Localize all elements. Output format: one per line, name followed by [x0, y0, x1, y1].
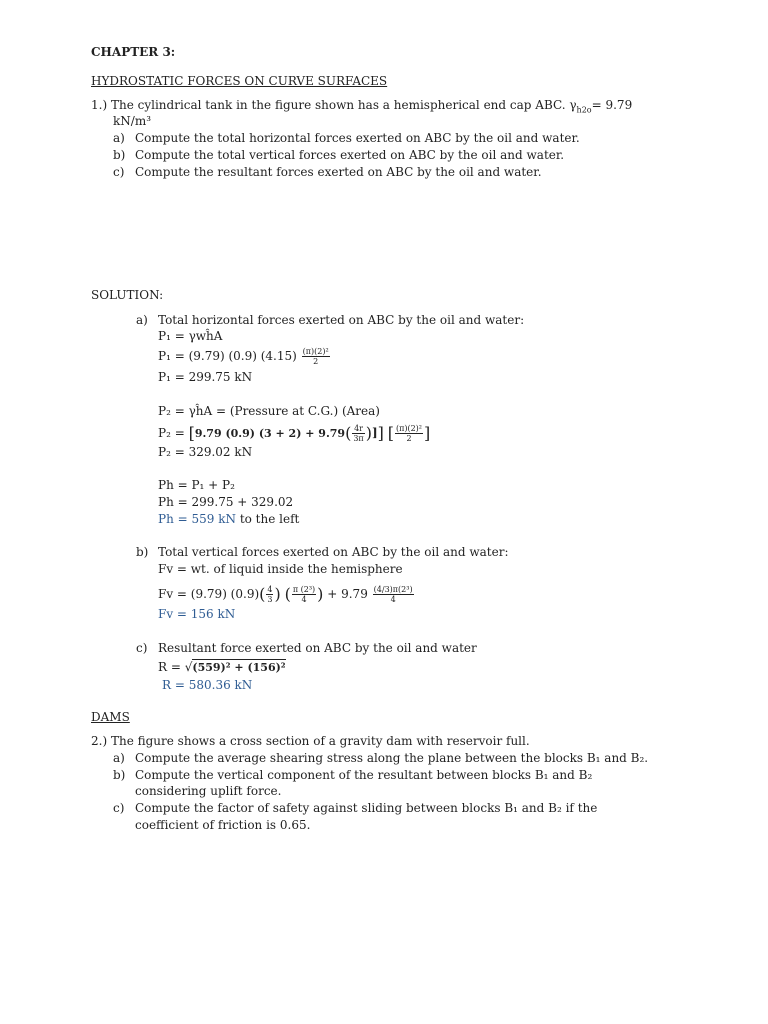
- p1-calculation: [158, 347, 331, 366]
- frac-numerator: π (2³): [292, 585, 316, 594]
- paren-open: (: [284, 584, 291, 604]
- frac-denominator: 2: [313, 357, 319, 366]
- problem-2-item-b-cont: considering uplift force.: [135, 784, 282, 798]
- item-text: Total horizontal forces exerted on ABC by the oil and water:: [158, 313, 525, 327]
- gamma-subscript: h2o: [576, 105, 592, 115]
- ph-direction: to the left: [239, 512, 300, 526]
- problem-1-line-1: [91, 98, 632, 113]
- p2-area-fraction: [395, 424, 423, 443]
- fv-fraction-3: [373, 585, 414, 604]
- item-text: Compute the average shearing stress along the plane between the blocks B₁ and B₂.: [135, 751, 649, 765]
- fv-fraction-1: [266, 585, 273, 604]
- item-mark: b): [136, 545, 149, 559]
- p2-calculation: [158, 424, 430, 443]
- fv-calc-mid: + 9.79: [327, 587, 368, 601]
- p1-formula: P₁ = γwĥA: [158, 329, 223, 343]
- item-mark: a): [113, 131, 125, 145]
- frac-denominator: 3π: [353, 434, 364, 443]
- gamma-value: = 9.79: [591, 98, 633, 112]
- bracket2-close: ]: [424, 423, 431, 443]
- problem-2-item-a: [113, 751, 648, 766]
- problem-2-text: The figure shows a cross section of a gravity dam with reservoir full.: [110, 734, 530, 748]
- solution-b-heading: [136, 545, 509, 560]
- problem-1-number: 1.): [91, 98, 108, 112]
- problem-2-number: 2.): [91, 734, 108, 748]
- item-text: Compute the vertical component of the resultant between blocks B₁ and B₂: [135, 768, 593, 782]
- p2-result: P₂ = 329.02 kN: [158, 445, 253, 459]
- problem-2-line-1: [91, 734, 530, 749]
- item-text: Compute the resultant forces exerted on ABC by the oil and water.: [135, 165, 542, 179]
- r-calculation: [158, 659, 286, 675]
- p1-result: P₁ = 299.75 kN: [158, 370, 253, 384]
- item-text: Compute the total vertical forces exerted on ABC by the oil and water.: [135, 148, 565, 162]
- item-mark: c): [113, 801, 125, 815]
- frac-denominator: 2: [406, 434, 412, 443]
- fv-definition: Fv = wt. of liquid inside the hemisphere: [158, 562, 403, 576]
- bracket-open: [: [188, 423, 195, 443]
- bracket-close: ]: [377, 423, 384, 443]
- solution-label: SOLUTION:: [91, 288, 164, 302]
- problem-2-item-b: [113, 768, 592, 783]
- sqrt-sign: √: [184, 660, 193, 674]
- problem-2-item-c: [113, 801, 597, 816]
- p2-calc-prefix: P₂ =: [158, 426, 189, 440]
- paren-close: ): [365, 423, 372, 443]
- item-mark: c): [136, 641, 148, 655]
- frac-numerator: 4: [267, 585, 273, 594]
- sqrt-body: (559)² + (156)²: [192, 661, 286, 674]
- paren-close: ): [317, 584, 324, 604]
- frac-numerator: 4r: [354, 424, 363, 433]
- p1-calc-text: P₁ = (9.79) (0.9) (4.15): [158, 349, 297, 363]
- item-mark: c): [113, 165, 125, 179]
- ph-formula: Ph = P₁ + P₂: [158, 478, 235, 492]
- chapter-heading: CHAPTER 3:: [91, 45, 176, 59]
- frac-denominator: 4: [301, 595, 307, 604]
- paren-open: (: [345, 423, 352, 443]
- section-title-dams: DAMS: [91, 710, 130, 724]
- paren-open: (: [259, 584, 266, 604]
- p2-formula: P₂ = γĥA = (Pressure at C.G.) (Area): [158, 404, 380, 418]
- item-text: Compute the factor of safety against sliding between blocks B₁ and B₂ if the: [135, 801, 598, 815]
- ph-calculation: Ph = 299.75 + 329.02: [158, 495, 294, 509]
- problem-1-line-2: kN/m³: [113, 114, 152, 128]
- fv-fraction-2: [292, 585, 316, 604]
- frac-denominator: 4: [390, 595, 396, 604]
- fv-calculation: [158, 585, 415, 604]
- item-text: Resultant force exerted on ABC by the oil and water: [158, 641, 477, 655]
- problem-1-text: The cylindrical tank in the figure shown has a hemispherical end cap ABC. γ: [110, 98, 577, 112]
- problem-1-item-b: [113, 148, 564, 163]
- paren-close: ): [274, 584, 281, 604]
- problem-1-item-c: [113, 165, 542, 180]
- item-mark: a): [136, 313, 148, 327]
- bracket2-open: [: [387, 423, 394, 443]
- r-result: R = 580.36 kN: [162, 678, 253, 692]
- section-title-hydrostatic: HYDROSTATIC FORCES ON CURVE SURFACES: [91, 74, 388, 88]
- bracket-inner-close: ]: [371, 426, 378, 440]
- item-mark: a): [113, 751, 125, 765]
- ph-result-line: [158, 512, 299, 527]
- frac-numerator: (π)(2)²: [302, 347, 329, 356]
- fv-calc-prefix: Fv = (9.79) (0.9): [158, 587, 260, 601]
- p2-fraction: [352, 424, 364, 443]
- item-mark: b): [113, 148, 126, 162]
- item-mark: b): [113, 768, 126, 782]
- p2-calc-body: 9.79 (0.9) (3 + 2) + 9.79: [194, 427, 346, 440]
- frac-denominator: 3: [267, 595, 273, 604]
- p1-fraction: [302, 347, 330, 366]
- problem-2-item-c-cont: coefficient of friction is 0.65.: [135, 818, 311, 832]
- frac-numerator: (π)(2)²: [395, 424, 423, 433]
- frac-numerator: (4/3)π(2³): [373, 585, 413, 594]
- fv-result: Fv = 156 kN: [158, 607, 236, 621]
- ph-result: Ph = 559 kN: [158, 512, 236, 526]
- item-text: Total vertical forces exerted on ABC by the oil and water:: [158, 545, 509, 559]
- item-text: Compute the total horizontal forces exerted on ABC by the oil and water.: [135, 131, 580, 145]
- problem-1-item-a: [113, 131, 580, 146]
- solution-a-heading: [136, 313, 524, 328]
- solution-c-heading: [136, 641, 477, 656]
- r-calc-prefix: R =: [158, 660, 185, 674]
